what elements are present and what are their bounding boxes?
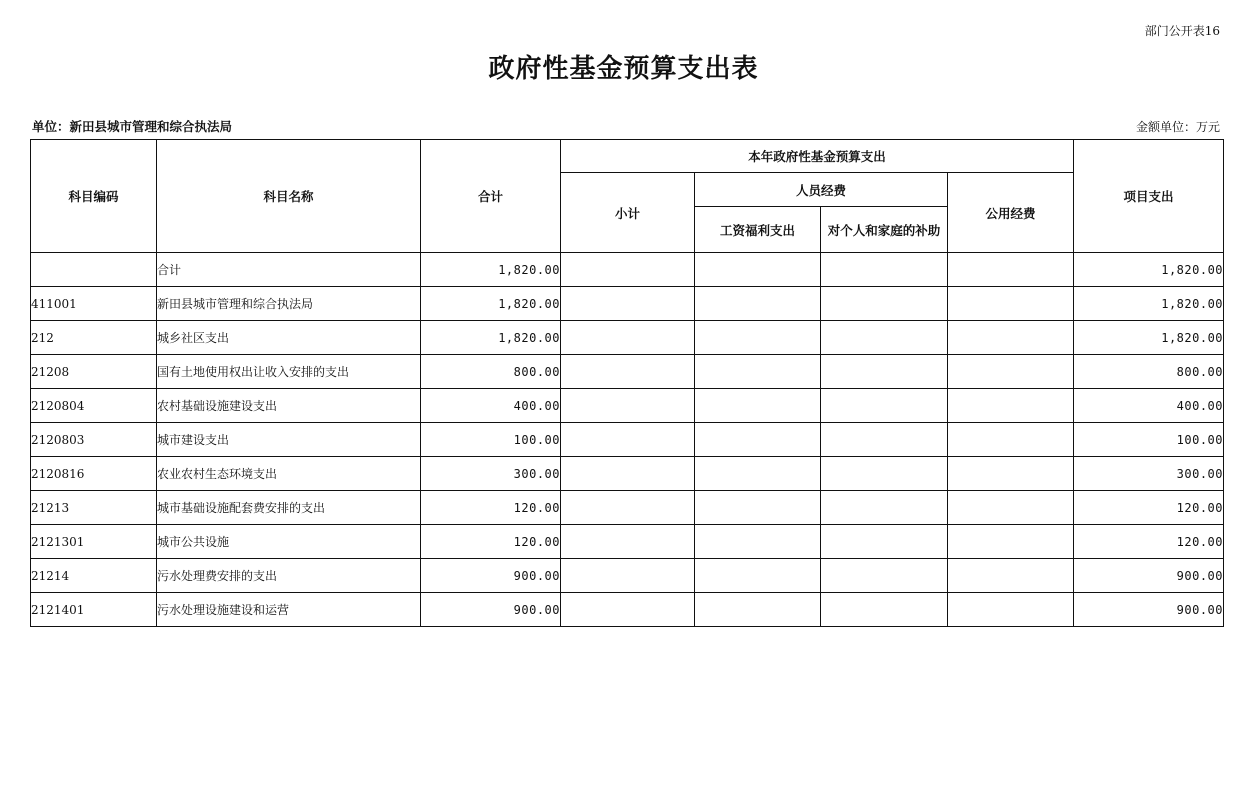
cell-name: 国有土地使用权出让收入安排的支出 — [157, 355, 421, 389]
page-title: 政府性基金预算支出表 — [488, 54, 759, 84]
cell-public — [948, 321, 1074, 355]
cell-subsidies — [821, 457, 948, 491]
cell-total: 100.00 — [421, 423, 561, 457]
cell-public — [948, 389, 1074, 423]
cell-name: 城市基础设施配套费安排的支出 — [157, 491, 421, 525]
cell-total: 800.00 — [421, 355, 561, 389]
cell-subsidies — [821, 593, 948, 627]
cell-code: 21214 — [31, 559, 157, 593]
cell-wages — [695, 593, 821, 627]
cell-code: 2120803 — [31, 423, 157, 457]
cell-public — [948, 559, 1074, 593]
cell-subtotal — [561, 253, 695, 287]
cell-subtotal — [561, 525, 695, 559]
cell-total: 900.00 — [421, 593, 561, 627]
cell-project: 300.00 — [1074, 457, 1224, 491]
header-group: 本年政府性基金预算支出 — [561, 140, 1074, 173]
cell-subtotal — [561, 355, 695, 389]
cell-project: 120.00 — [1074, 491, 1224, 525]
cell-total: 1,820.00 — [421, 253, 561, 287]
header-total: 合计 — [421, 140, 561, 253]
cell-project: 120.00 — [1074, 525, 1224, 559]
cell-wages — [695, 287, 821, 321]
cell-subsidies — [821, 253, 948, 287]
cell-subtotal — [561, 423, 695, 457]
table-row — [31, 355, 1224, 389]
cell-project: 900.00 — [1074, 559, 1224, 593]
cell-project: 1,820.00 — [1074, 321, 1224, 355]
cell-public — [948, 253, 1074, 287]
cell-wages — [695, 559, 821, 593]
cell-total: 1,820.00 — [421, 287, 561, 321]
cell-code: 2121301 — [31, 525, 157, 559]
header-public: 公用经费 — [948, 173, 1074, 253]
header-name: 科目名称 — [157, 140, 421, 253]
cell-public — [948, 457, 1074, 491]
cell-total: 120.00 — [421, 525, 561, 559]
cell-project: 100.00 — [1074, 423, 1224, 457]
cell-name: 城乡社区支出 — [157, 321, 421, 355]
table-row — [31, 389, 1224, 423]
cell-name: 城市建设支出 — [157, 423, 421, 457]
table-row — [31, 457, 1224, 491]
unit-label: 单位：新田县城市管理和综合执法局 — [32, 119, 233, 134]
cell-code: 2120804 — [31, 389, 157, 423]
cell-subtotal — [561, 559, 695, 593]
cell-subsidies — [821, 491, 948, 525]
header-wages: 工资福利支出 — [695, 207, 821, 253]
cell-project: 1,820.00 — [1074, 287, 1224, 321]
cell-name: 污水处理费安排的支出 — [157, 559, 421, 593]
table-row — [31, 559, 1224, 593]
cell-code: 21208 — [31, 355, 157, 389]
cell-name: 农村基础设施建设支出 — [157, 389, 421, 423]
header-subsidies: 对个人和家庭的补助 — [821, 207, 948, 253]
cell-subtotal — [561, 389, 695, 423]
cell-wages — [695, 491, 821, 525]
cell-subtotal — [561, 593, 695, 627]
table-row — [31, 423, 1224, 457]
cell-subtotal — [561, 287, 695, 321]
cell-wages — [695, 389, 821, 423]
cell-code: 2121401 — [31, 593, 157, 627]
cell-name: 合计 — [157, 253, 421, 287]
cell-subsidies — [821, 287, 948, 321]
cell-wages — [695, 525, 821, 559]
header-personnel: 人员经费 — [695, 173, 948, 207]
cell-total: 120.00 — [421, 491, 561, 525]
cell-public — [948, 593, 1074, 627]
cell-subtotal — [561, 491, 695, 525]
cell-project: 800.00 — [1074, 355, 1224, 389]
header-subtotal: 小计 — [561, 173, 695, 253]
cell-code — [31, 253, 157, 287]
cell-public — [948, 355, 1074, 389]
cell-total: 400.00 — [421, 389, 561, 423]
table-row — [31, 287, 1224, 321]
budget-table — [30, 139, 1224, 627]
cell-name: 城市公共设施 — [157, 525, 421, 559]
cell-code: 2120816 — [31, 457, 157, 491]
cell-subsidies — [821, 321, 948, 355]
cell-subsidies — [821, 389, 948, 423]
cell-public — [948, 287, 1074, 321]
table-row — [31, 525, 1224, 559]
cell-public — [948, 491, 1074, 525]
table-row — [31, 491, 1224, 525]
cell-public — [948, 423, 1074, 457]
cell-subsidies — [821, 559, 948, 593]
cell-public — [948, 525, 1074, 559]
cell-project: 1,820.00 — [1074, 253, 1224, 287]
cell-wages — [695, 253, 821, 287]
table-row — [31, 321, 1224, 355]
cell-subsidies — [821, 355, 948, 389]
cell-subtotal — [561, 321, 695, 355]
cell-project: 900.00 — [1074, 593, 1224, 627]
cell-name: 新田县城市管理和综合执法局 — [157, 287, 421, 321]
cell-subtotal — [561, 457, 695, 491]
cell-code: 212 — [31, 321, 157, 355]
amount-unit-label: 金额单位：万元 — [1135, 120, 1220, 134]
cell-subsidies — [821, 525, 948, 559]
cell-total: 1,820.00 — [421, 321, 561, 355]
header-code: 科目编码 — [31, 140, 157, 253]
cell-wages — [695, 355, 821, 389]
cell-wages — [695, 321, 821, 355]
cell-subsidies — [821, 423, 948, 457]
form-number: 部门公开表16 — [1144, 24, 1220, 38]
cell-wages — [695, 423, 821, 457]
cell-code: 21213 — [31, 491, 157, 525]
header-project: 项目支出 — [1074, 140, 1224, 253]
cell-project: 400.00 — [1074, 389, 1224, 423]
cell-total: 300.00 — [421, 457, 561, 491]
cell-name: 污水处理设施建设和运营 — [157, 593, 421, 627]
cell-name: 农业农村生态环境支出 — [157, 457, 421, 491]
cell-total: 900.00 — [421, 559, 561, 593]
table-row — [31, 593, 1224, 627]
cell-wages — [695, 457, 821, 491]
table-row — [31, 253, 1224, 287]
cell-code: 411001 — [31, 287, 157, 321]
